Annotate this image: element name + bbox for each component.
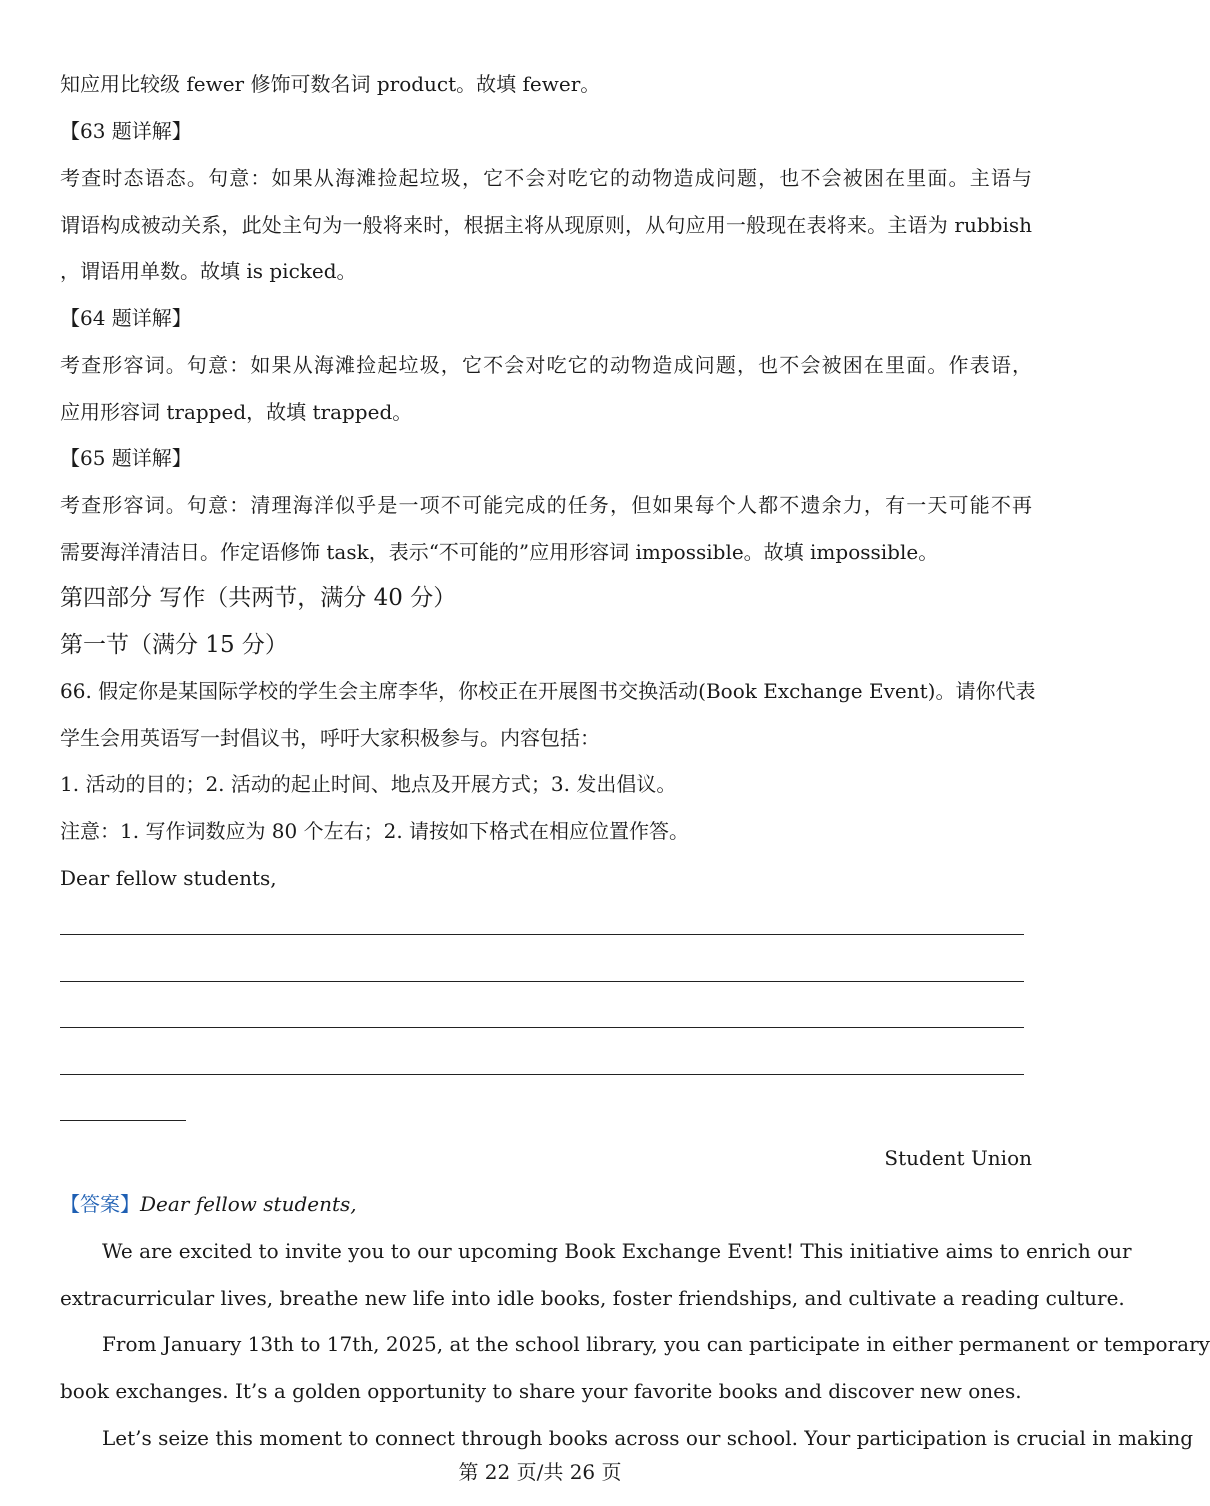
explanation-line: 知应用比较级 fewer 修饰可数名词 product。故填 fewer。 (60, 72, 601, 96)
letter-signature: Student Union (884, 1146, 1032, 1170)
task-prompt: 66. 假定你是某国际学校的学生会主席李华，你校正在开展图书交换活动(Book Exchange Event)。请你代表 (60, 679, 1036, 703)
answer-greeting-line (60, 1192, 1032, 1216)
answer-greeting: Dear fellow students, (140, 1192, 357, 1216)
explanation-line: 考查形容词。句意：如果从海滩捡起垃圾，它不会对吃它的动物造成问题，也不会被困在里面。作表语， (60, 353, 1032, 377)
question-64-heading: 【64 题详解】 (60, 306, 192, 330)
task-prompt: 学生会用英语写一封倡议书，呼吁大家积极参与。内容包括： (60, 726, 600, 750)
answer-blank-line-short (60, 1120, 186, 1121)
answer-blank-line (60, 981, 1024, 982)
explanation-line: 需要海洋清洁日。作定语修饰 task，表示“不可能的”应用形容词 impossible。故填 impossible。 (60, 540, 939, 564)
answer-blank-line (60, 1074, 1024, 1075)
answer-paragraph-line: extracurricular lives, breathe new life into idle books, foster friendships, and cultivate a reading culture. (60, 1286, 1125, 1310)
page-number: 第 22 页/共 26 页 (458, 1460, 622, 1484)
explanation-line: 应用形容词 trapped，故填 trapped。 (60, 400, 413, 424)
answer-blank-line (60, 934, 1024, 935)
explanation-line: 谓语构成被动关系，此处主句为一般将来时，根据主将从现原则，从句应用一般现在表将来。主语为 rubbish (60, 213, 1032, 237)
part-4-heading: 第四部分 写作（共两节，满分 40 分） (60, 585, 457, 611)
answer-paragraph-line: We are excited to invite you to our upcoming Book Exchange Event! This initiative aims to enrich our (102, 1239, 1132, 1263)
question-65-heading: 【65 题详解】 (60, 446, 192, 470)
task-points: 1. 活动的目的；2. 活动的起止时间、地点及开展方式；3. 发出倡议。 (60, 772, 677, 796)
explanation-line: 考查时态语态。句意：如果从海滩捡起垃圾，它不会对吃它的动物造成问题，也不会被困在里面。主语与 (60, 166, 1032, 190)
question-63-heading: 【63 题详解】 (60, 119, 192, 143)
answer-paragraph-line: Let’s seize this moment to connect through books across our school. Your participation is crucial in making (102, 1426, 1194, 1450)
task-notes: 注意：1. 写作词数应为 80 个左右；2. 请按如下格式在相应位置作答。 (60, 819, 690, 843)
explanation-line: ，谓语用单数。故填 is picked。 (60, 259, 357, 283)
answer-tag: 【答案】 (60, 1192, 140, 1216)
section-1-heading: 第一节（满分 15 分） (60, 632, 288, 658)
letter-greeting: Dear fellow students, (60, 866, 277, 890)
answer-blank-line (60, 1027, 1024, 1028)
explanation-line: 考查形容词。句意：清理海洋似乎是一项不可能完成的任务，但如果每个人都不遗余力，有一天可能不再 (60, 493, 1032, 517)
answer-paragraph-line: From January 13th to 17th, 2025, at the school library, you can participate in either permanent or temporary (102, 1332, 1210, 1356)
answer-paragraph-line: book exchanges. It’s a golden opportunity to share your favorite books and discover new ones. (60, 1379, 1022, 1403)
